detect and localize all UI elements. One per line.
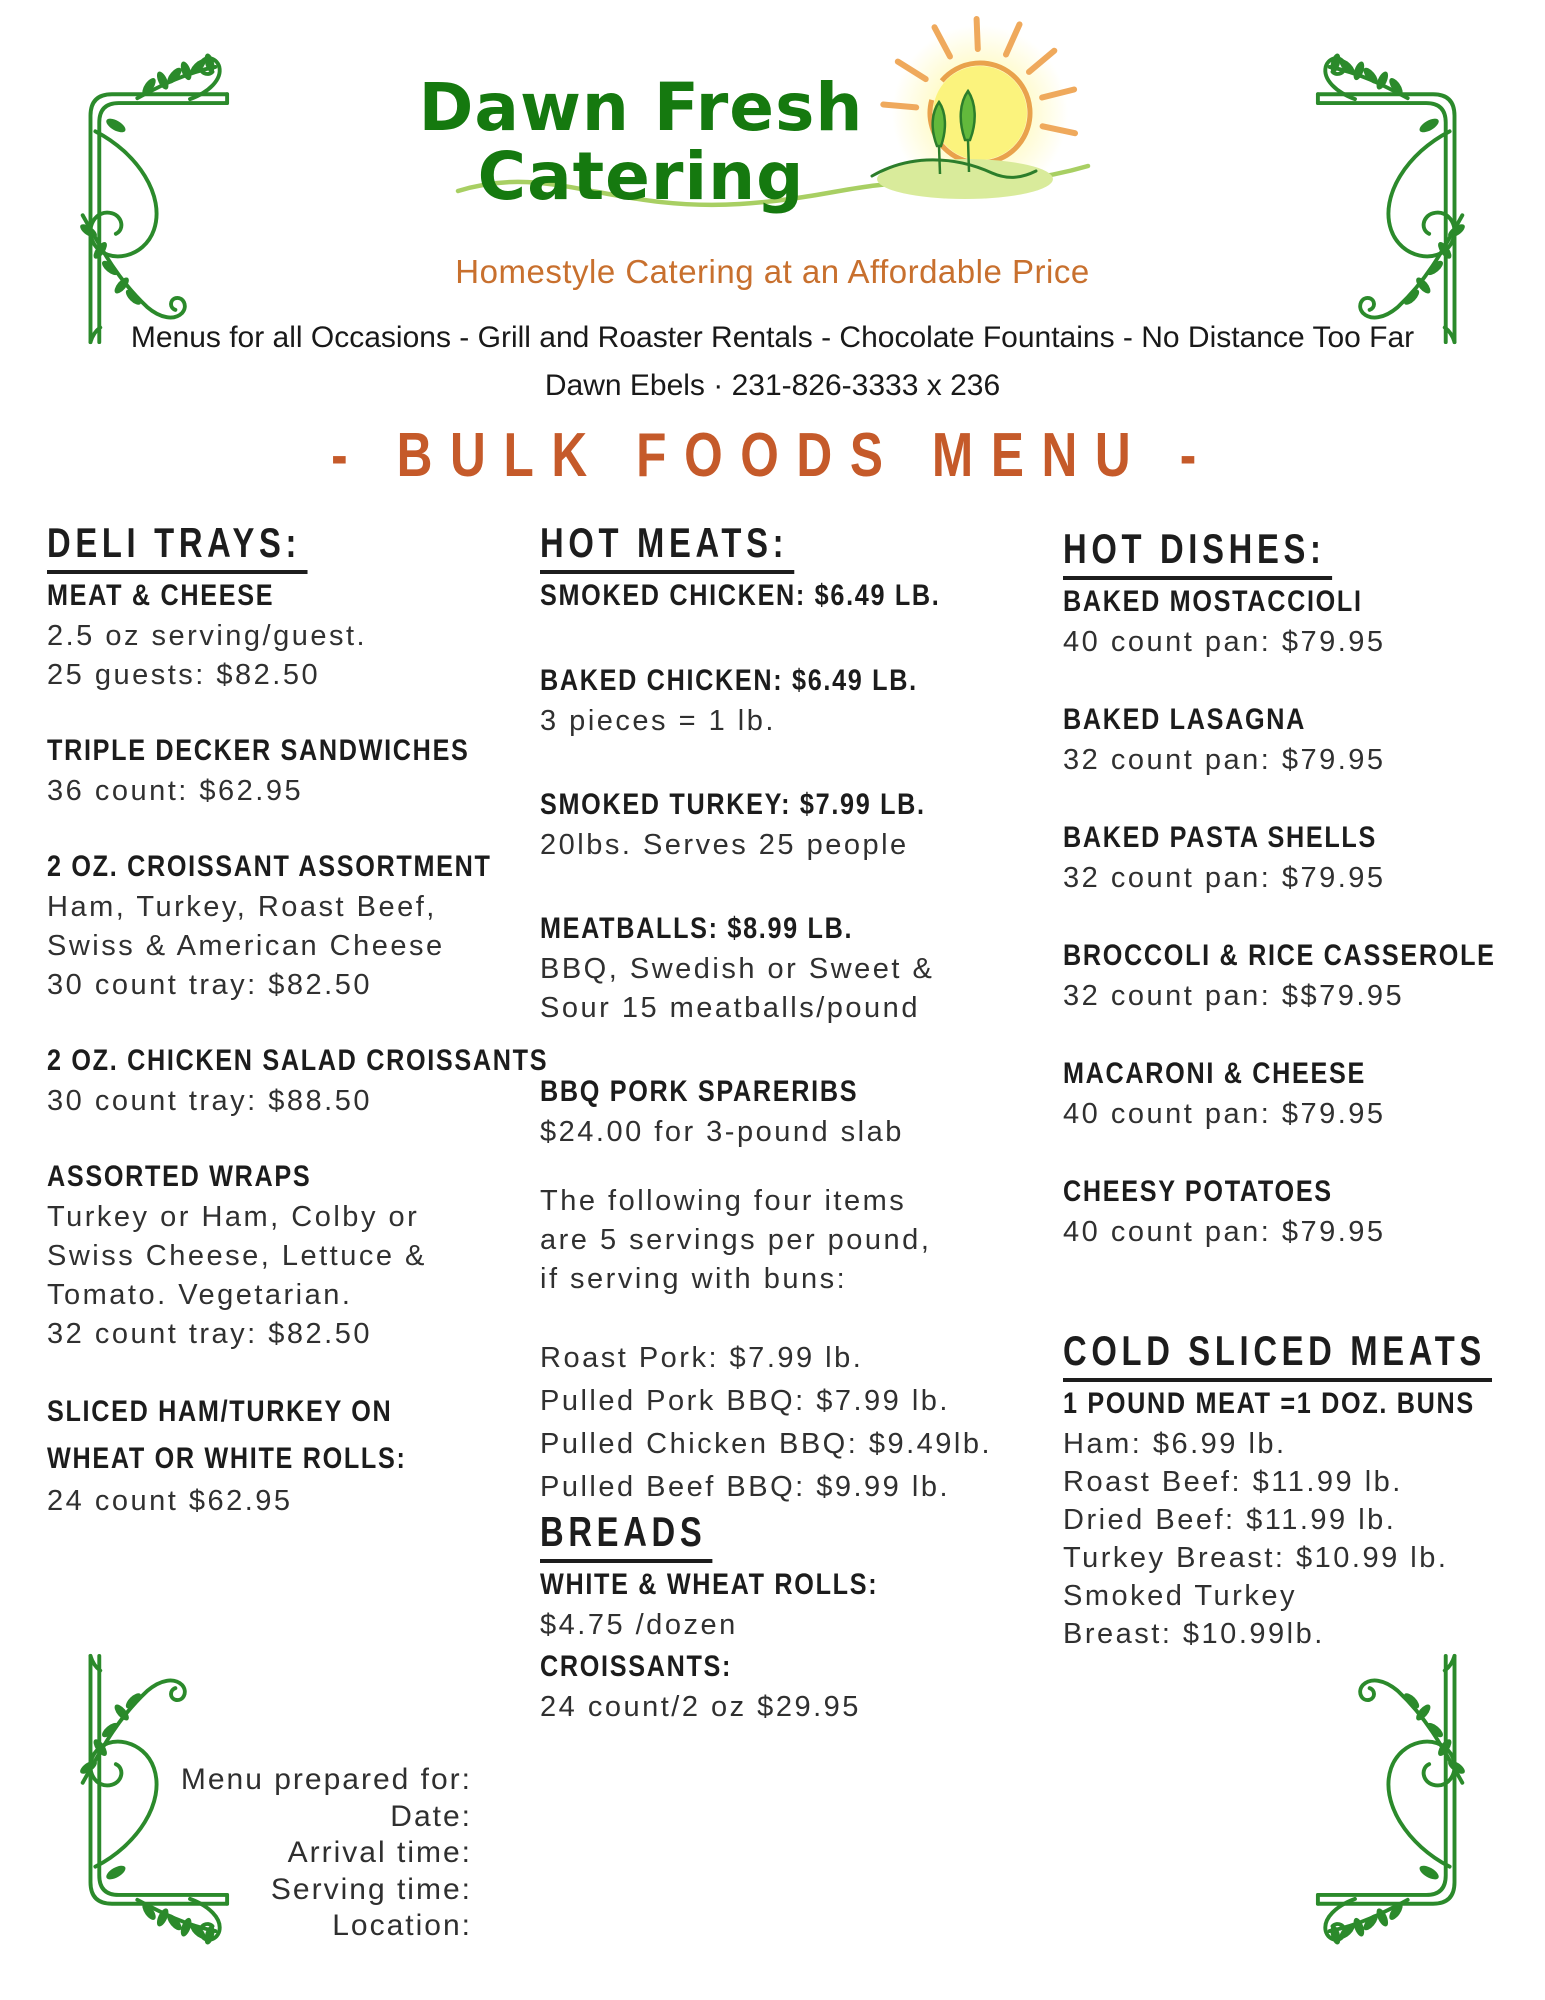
menu-item-line: 3 pieces = 1 lb. <box>540 705 776 737</box>
menu-item-line: 36 count: $62.95 <box>47 775 304 807</box>
menu-item <box>47 1155 567 1354</box>
menu-item-line: 24 count $62.95 <box>47 1485 293 1517</box>
menu-item-name: BBQ PORK SPARERIBS <box>540 1075 859 1108</box>
menu-item-line: 2.5 oz serving/guest. <box>47 620 368 652</box>
menu-item <box>540 659 1060 741</box>
note-line: are 5 servings per pound, <box>540 1224 932 1256</box>
menu-item-name: MEATBALLS: $8.99 LB. <box>540 912 854 945</box>
menu-item-name: WHEAT OR WHITE ROLLS: <box>47 1442 407 1475</box>
menu-item-name: CHEESY POTATOES <box>1063 1175 1333 1208</box>
menu-item <box>47 574 567 695</box>
price-line: Breast: $10.99lb. <box>1063 1618 1325 1650</box>
menu-item <box>1063 580 1543 662</box>
section-heading: BREADS <box>540 1509 713 1563</box>
menu-item <box>47 1039 567 1121</box>
menu-item-line: $4.75 /dozen <box>540 1609 738 1641</box>
price-line: Pulled Pork BBQ: $7.99 lb. <box>540 1385 950 1417</box>
menu-item-name: TRIPLE DECKER SANDWICHES <box>47 734 470 767</box>
menu-item <box>47 729 567 811</box>
services-line: Menus for all Occasions - Grill and Roaster Rentals - Chocolate Fountains - No Distance Too Far <box>130 321 1415 354</box>
menu-item-name: SLICED HAM/TURKEY ON <box>47 1395 393 1428</box>
menu-item-name: MACARONI & CHEESE <box>1063 1057 1366 1090</box>
menu-item-line: BBQ, Swedish or Sweet & <box>540 953 935 985</box>
menu-item <box>47 845 567 1005</box>
price-line: Pulled Beef BBQ: $9.99 lb. <box>540 1471 950 1503</box>
order-fill-in-block <box>30 1762 472 1945</box>
section-breads <box>540 1509 1060 1727</box>
menu-item-line: 40 count pan: $79.95 <box>1063 1098 1386 1130</box>
price-line: Roast Beef: $11.99 lb. <box>1063 1466 1403 1498</box>
section-subheading: 1 POUND MEAT =1 DOZ. BUNS <box>1063 1387 1475 1420</box>
fill-in-label-arrival-time: Arrival time: <box>287 1836 472 1869</box>
menu-item-line: $24.00 for 3-pound slab <box>540 1116 904 1148</box>
section-heading: COLD SLICED MEATS <box>1063 1328 1492 1382</box>
menu-item <box>1063 1052 1543 1134</box>
menu-item-line: Turkey or Ham, Colby or <box>47 1201 420 1233</box>
section-heading: HOT MEATS: <box>540 520 794 574</box>
menu-item-name: 2 OZ. CROISSANT ASSORTMENT <box>47 850 492 883</box>
menu-item-name: BAKED PASTA SHELLS <box>1063 821 1377 854</box>
section-heading: DELI TRAYS: <box>47 520 307 574</box>
note-line: if serving with buns: <box>540 1263 848 1295</box>
menu-item-line: 32 count pan: $$79.95 <box>1063 980 1405 1012</box>
menu-item-line: Swiss & American Cheese <box>47 930 445 962</box>
section-cold-sliced-meats <box>1063 1328 1543 1653</box>
menu-item <box>1063 816 1543 898</box>
menu-item-name: MEAT & CHEESE <box>47 579 275 612</box>
menu-item-name: WHITE & WHEAT ROLLS: <box>540 1568 879 1601</box>
page-title: - BULK FOODS MENU - <box>331 421 1214 490</box>
menu-item <box>540 574 1060 617</box>
menu-item <box>1063 698 1543 780</box>
menu-item-name: ASSORTED WRAPS <box>47 1160 312 1193</box>
fill-in-label-date: Date: <box>390 1799 472 1833</box>
menu-item <box>1063 934 1543 1016</box>
menu-item <box>540 1645 1060 1727</box>
menu-item-name: CROISSANTS: <box>540 1650 733 1683</box>
menu-item-line: 32 count tray: $82.50 <box>47 1318 372 1350</box>
section-hot-dishes <box>1063 526 1543 1252</box>
price-line: Ham: $6.99 lb. <box>1063 1428 1287 1460</box>
menu-item <box>540 783 1060 865</box>
fill-in-label-location: Location: <box>332 1909 472 1942</box>
logo-line2: Catering <box>477 138 805 215</box>
menu-item <box>47 1388 567 1521</box>
menu-item-line: 40 count pan: $79.95 <box>1063 1216 1386 1248</box>
menu-item-name: BAKED LASAGNA <box>1063 703 1307 736</box>
menu-item-name: SMOKED TURKEY: $7.99 LB. <box>540 788 926 821</box>
price-line: Dried Beef: $11.99 lb. <box>1063 1504 1397 1536</box>
note-line: The following four items <box>540 1185 907 1217</box>
menu-item-line: 30 count tray: $82.50 <box>47 969 372 1001</box>
logo-wordmark <box>241 69 1041 215</box>
menu-item-line: Ham, Turkey, Roast Beef, <box>47 891 437 923</box>
menu-item <box>540 907 1060 1028</box>
contact-line: Dawn Ebels · 231-826-3333 x 236 <box>544 369 1001 402</box>
menu-item-line: Swiss Cheese, Lettuce & <box>47 1240 427 1272</box>
menu-item-line: Tomato. Vegetarian. <box>47 1279 353 1311</box>
menu-item <box>540 1563 1060 1645</box>
menu-item-line: 25 guests: $82.50 <box>47 659 321 691</box>
price-line: Pulled Chicken BBQ: $9.49lb. <box>540 1428 993 1460</box>
tagline: Homestyle Catering at an Affordable Price <box>455 253 1090 290</box>
serving-note <box>540 1182 1060 1299</box>
fill-in-label-prepared-for: Menu prepared for: <box>180 1763 472 1796</box>
menu-item-name: BAKED MOSTACCIOLI <box>1063 585 1363 618</box>
price-line: Smoked Turkey <box>1063 1580 1297 1612</box>
menu-item-line: 20lbs. Serves 25 people <box>540 829 909 861</box>
menu-item-line: 32 count pan: $79.95 <box>1063 744 1386 776</box>
menu-item <box>1063 1170 1543 1252</box>
menu-item-name: BAKED CHICKEN: $6.49 LB. <box>540 664 918 697</box>
logo-line1: Dawn Fresh <box>418 69 864 146</box>
section-heading: HOT DISHES: <box>1063 526 1332 580</box>
fill-in-label-serving-time: Serving time: <box>270 1872 472 1906</box>
menu-item-line: 24 count/2 oz $29.95 <box>540 1691 861 1723</box>
price-line: Turkey Breast: $10.99 lb. <box>1063 1542 1449 1574</box>
section-deli-trays <box>47 520 567 1521</box>
menu-item-line: 40 count pan: $79.95 <box>1063 626 1386 658</box>
menu-item-name: SMOKED CHICKEN: $6.49 LB. <box>540 579 941 612</box>
vine-flourish-top-right-icon <box>1312 24 1517 346</box>
menu-item-line: 32 count pan: $79.95 <box>1063 862 1386 894</box>
price-line: Roast Pork: $7.99 lb. <box>540 1342 864 1374</box>
menu-item-line: Sour 15 meatballs/pound <box>540 992 920 1024</box>
menu-item-name: BROCCOLI & RICE CASSEROLE <box>1063 939 1496 972</box>
menu-item <box>540 1070 1060 1152</box>
vine-flourish-top-left-icon <box>28 24 233 346</box>
menu-item-line: 30 count tray: $88.50 <box>47 1085 372 1117</box>
menu-item-name: 2 OZ. CHICKEN SALAD CROISSANTS <box>47 1044 549 1077</box>
section-hot-meats <box>540 520 1060 1509</box>
vine-flourish-bottom-right-icon <box>1312 1652 1517 1974</box>
price-list <box>540 1337 1060 1509</box>
